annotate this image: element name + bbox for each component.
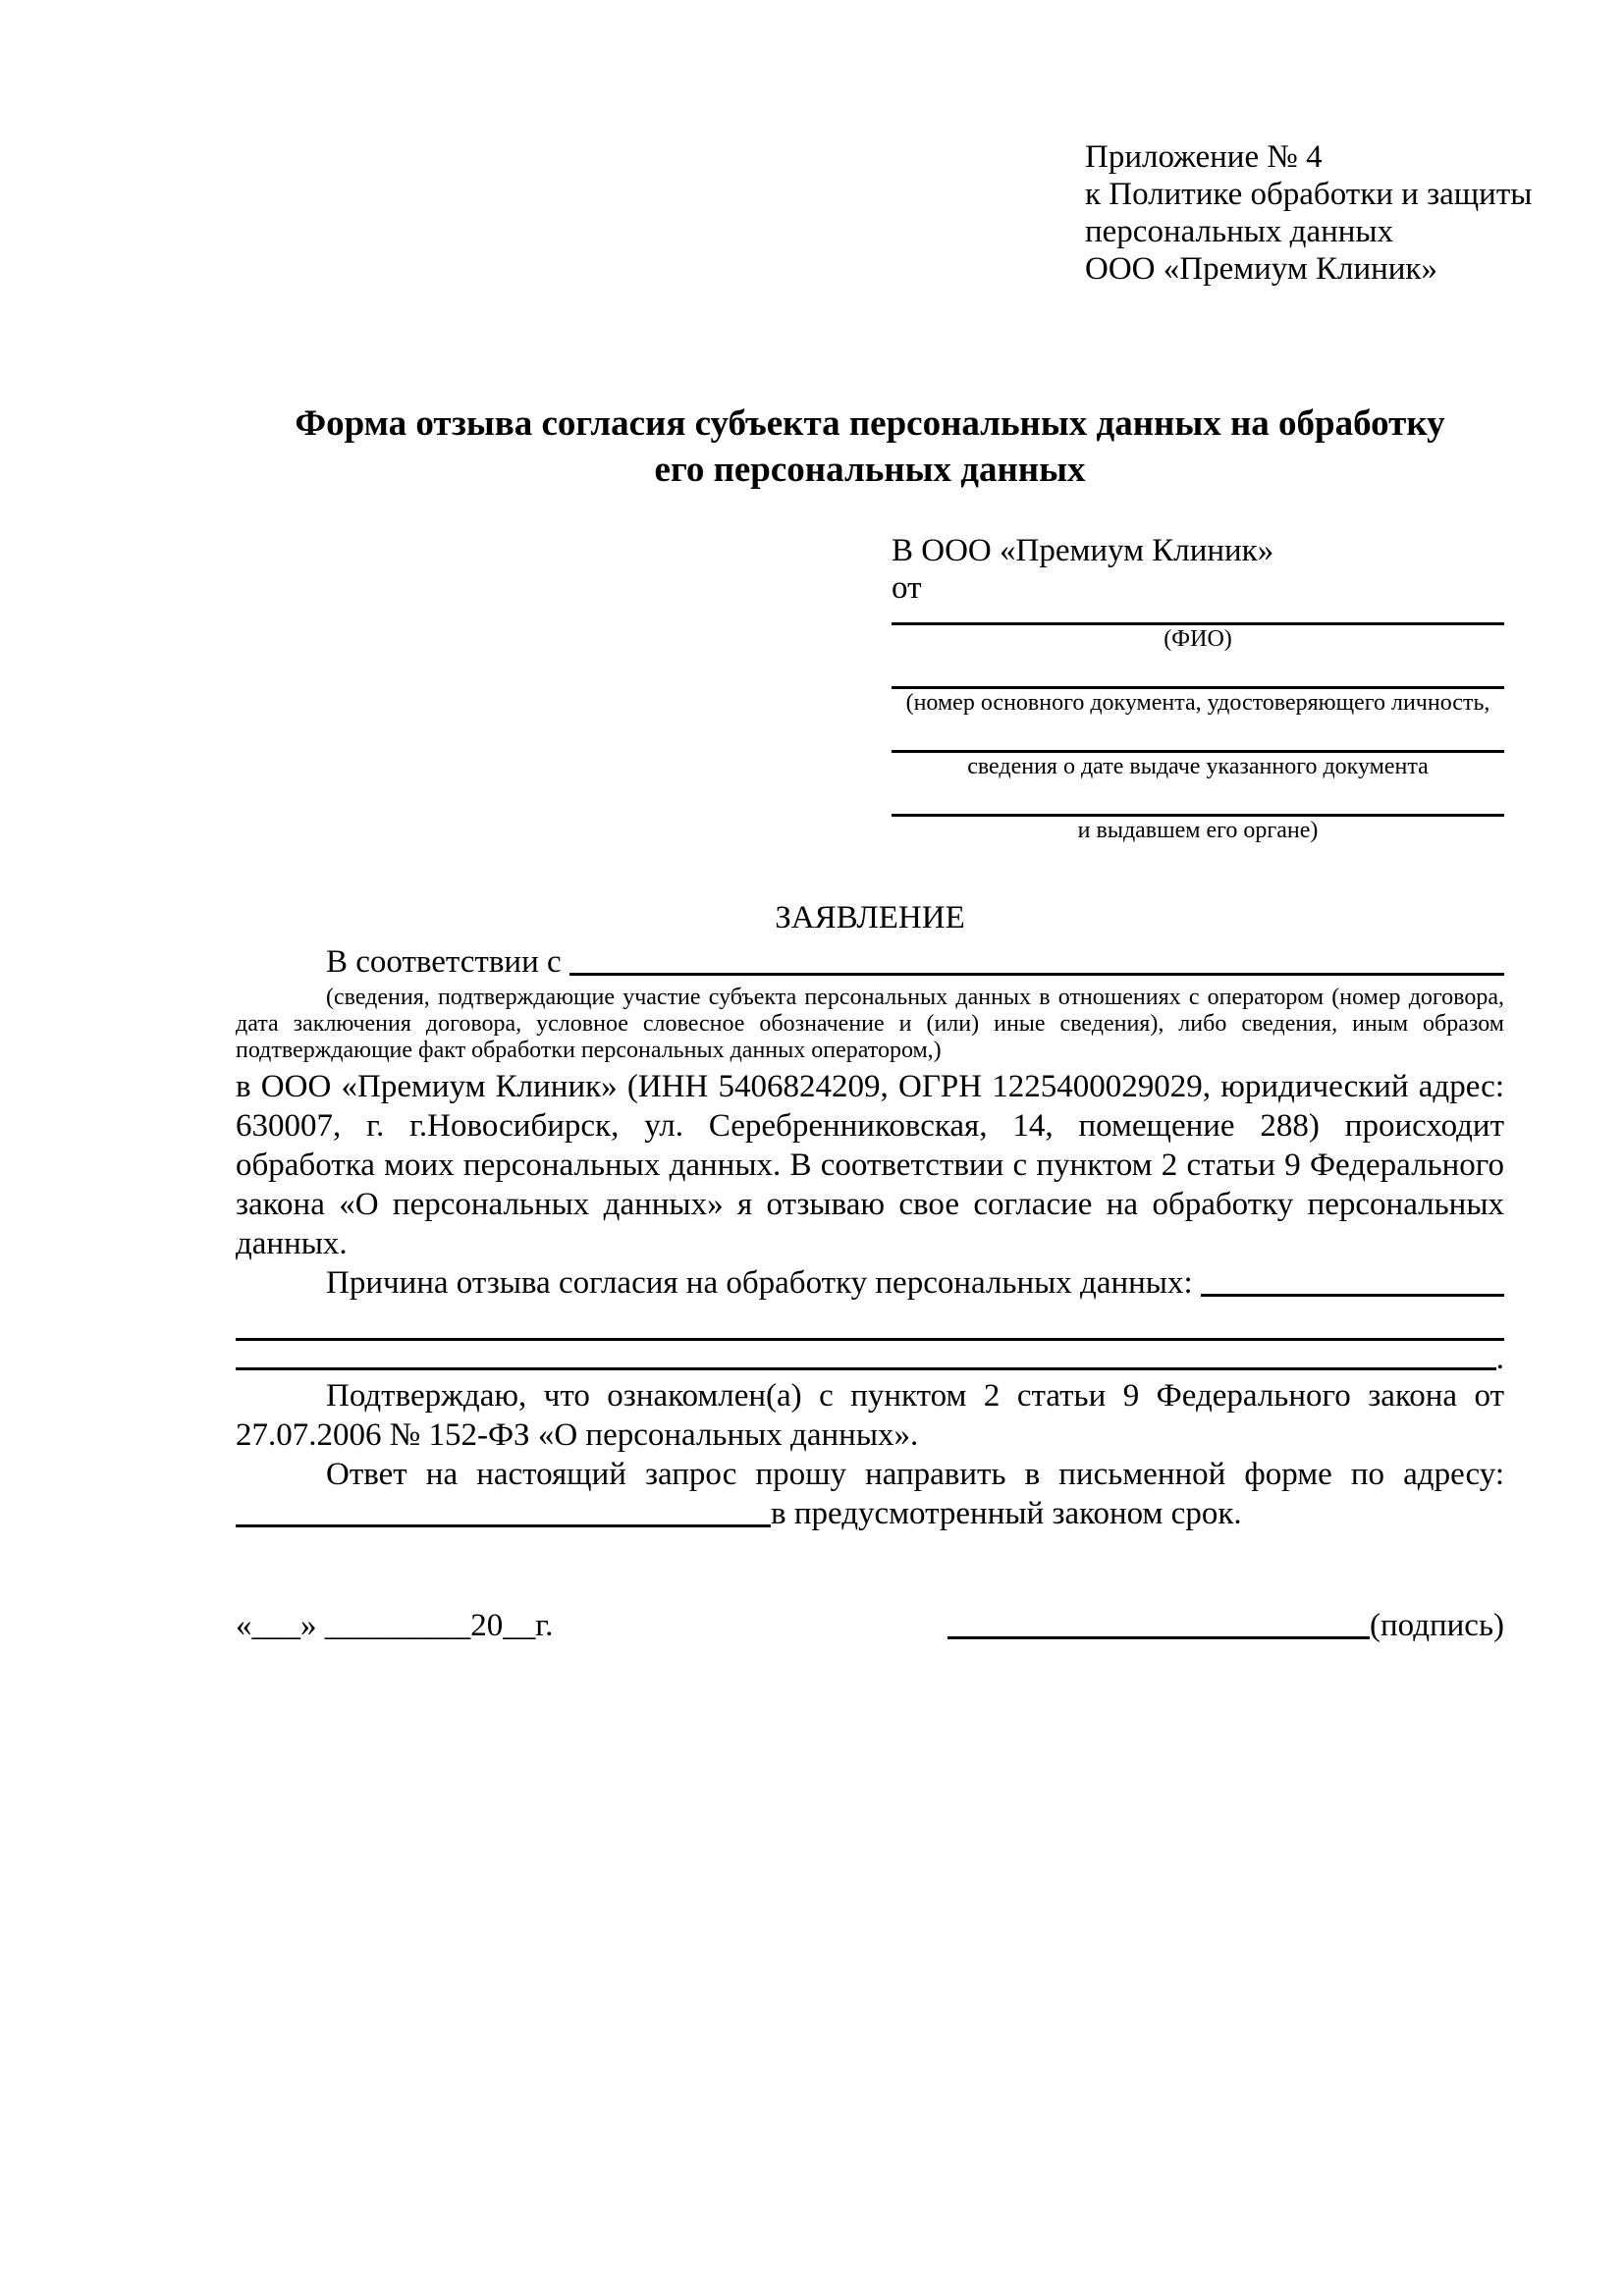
statement-section xyxy=(236,897,1504,1645)
basis-row xyxy=(236,942,1504,982)
addressee-block xyxy=(892,532,1504,844)
statement-heading: ЗАЯВЛЕНИЕ xyxy=(775,900,965,935)
basis-prefix: В соответствии с xyxy=(326,944,562,980)
basis-blank-line xyxy=(569,973,1504,976)
issue-date-blank-line xyxy=(892,717,1504,753)
reason-blank-line-3 xyxy=(236,1367,1496,1370)
appendix-header-line-2: к Политике обработки и защиты xyxy=(1085,177,1533,212)
fio-caption: (ФИО) xyxy=(1164,626,1232,652)
reply-address-blank-line xyxy=(236,1524,771,1527)
reason-blank-line-2 xyxy=(236,1308,1504,1341)
appendix-header-line-4: ООО «Премиум Клиник» xyxy=(1085,251,1437,287)
reply-address-row xyxy=(236,1494,1504,1533)
reply-suffix: в предусмотренный законом срок. xyxy=(771,1496,1242,1531)
issuing-authority-caption: и выдавшем его органе) xyxy=(1077,818,1319,843)
appendix-header-line-1: Приложение № 4 xyxy=(1085,139,1323,175)
appendix-header-line-3: персональных данных xyxy=(1085,214,1394,249)
confirmation-paragraph: Подтверждаю, что ознакомлен(а) с пунктом 2 статьи 9 Федерального закона от 27.07.2006 № 152-ФЗ «О персональных данных». xyxy=(236,1378,1504,1453)
spacer xyxy=(236,1533,1504,1606)
form-title xyxy=(236,400,1504,493)
document-number-blank-line xyxy=(892,653,1504,689)
appendix-header xyxy=(1085,138,1532,288)
signature-area xyxy=(947,1606,1504,1645)
form-title-line-2: его персональных данных xyxy=(654,450,1086,490)
issuing-authority-blank-line xyxy=(892,780,1504,817)
signature-blank-line xyxy=(947,1636,1370,1639)
trailing-period: . xyxy=(1495,1341,1504,1376)
issue-date-caption: сведения о дате выдаче указанного документа xyxy=(967,754,1429,779)
withdrawal-reason-blank-line xyxy=(1201,1294,1504,1297)
reply-request-line: Ответ на настоящий запрос прошу направить в письменной форме по адресу: xyxy=(326,1457,1504,1492)
document-number-caption: (номер основного документа, удостоверяющего личность, xyxy=(905,690,1490,716)
withdrawal-reason-label: Причина отзыва согласия на обработку персональных данных: xyxy=(326,1265,1193,1301)
addressee-to: В ООО «Премиум Клиник» xyxy=(892,533,1274,568)
signature-caption: (подпись) xyxy=(1370,1608,1504,1643)
footnote-text: (сведения, подтверждающие участие субъекта персональных данных в отношениях с оператором (номер договора, дата заключения договора, условное словесное обозначение и (или) иные сведения), либо сведения, иным образом подтверждающие факт обработки персональных данных оператором,) xyxy=(236,985,1504,1063)
addressee-from-label: от xyxy=(892,570,922,606)
reason-blank-line-3-row xyxy=(236,1341,1504,1376)
signature-row xyxy=(236,1606,1504,1645)
form-title-line-1: Форма отзыва согласия субъекта персональных данных на обработку xyxy=(295,403,1445,444)
fio-blank-line xyxy=(892,607,1504,625)
date-field: «___» _________20__г. xyxy=(236,1608,554,1643)
statement-body: в ООО «Премиум Клиник» (ИНН 5406824209, ОГРН 1225400029029, юридический адрес: 630007, г. г.Новосибирск, ул. Серебренниковская, 14, помещение 288) происходит обработка моих персональных данных. В соответствии с пунктом 2 статьи 9 Федерального закона «О персональных данных» я отзываю свое согласие на обработку персональных данных. xyxy=(236,1069,1504,1261)
withdrawal-reason-row xyxy=(236,1263,1504,1303)
